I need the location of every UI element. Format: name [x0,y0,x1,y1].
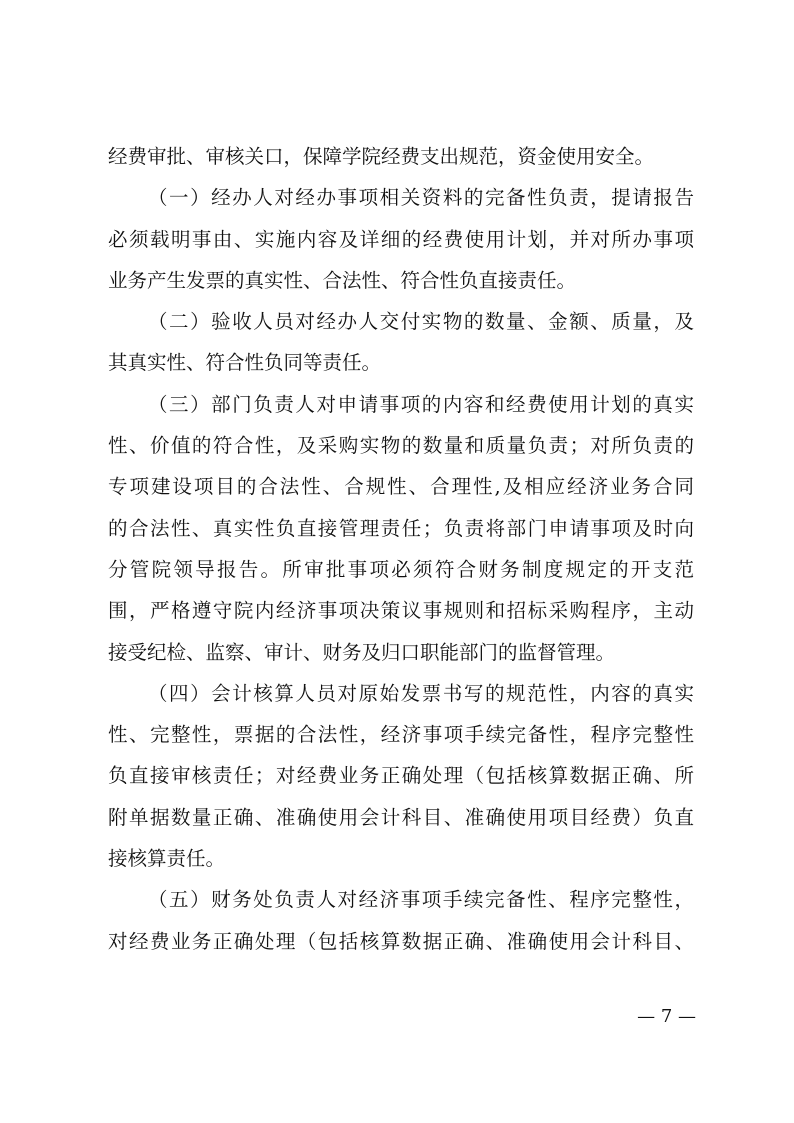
text-line: 附单据数量正确、准确使用会计科目、准确使用项目经费）负直 [108,805,694,829]
page-number: — 7 — [637,1006,696,1027]
text-line: 接受纪检、监察、审计、财务及归口职能部门的监督管理。 [108,640,616,664]
text-line: （一）经办人对经办事项相关资料的完备性负责，提请报告 [148,186,694,210]
text-line: 经费审批、审核关口，保障学院经费支出规范，资金使用安全。 [108,145,655,168]
text-line: （三）部门负责人对申请事项的内容和经费使用计划的真实 [148,392,694,416]
text-line: 性、完整性，票据的合法性，经济事项手续完备性，程序完整性 [108,723,694,747]
text-line: （五）财务处负责人对经济事项手续完备性、程序完整性， [148,888,694,912]
text-line: 其真实性、符合性负同等责任。 [108,351,382,375]
body-text [108,136,694,962]
text-line: 分管院领导报告。所审批事项必须符合财务制度规定的开支范 [108,557,694,581]
text-line: 负直接审核责任；对经费业务正确处理（包括核算数据正确、所 [108,764,694,788]
text-line: 接核算责任。 [108,847,226,871]
text-line: （二）验收人员对经办人交付实物的数量、金额、质量，及 [148,310,694,334]
text-line: 专项建设项目的合法性、合规性、合理性,及相应经济业务合同 [108,475,694,499]
text-line: （四）会计核算人员对原始发票书写的规范性，内容的真实 [148,681,694,705]
text-line: 围，严格遵守院内经济事项决策议事规则和招标采购程序，主动 [108,599,694,623]
text-line: 的合法性、真实性负直接管理责任；负责将部门申请事项及时向 [108,516,694,540]
text-line: 必须载明事由、实施内容及详细的经费使用计划，并对所办事项 [108,227,694,251]
text-line: 对经费业务正确处理（包括核算数据正确、准确使用会计科目、 [108,929,694,953]
text-line: 性、价值的符合性，及采购实物的数量和质量负责；对所负责的 [108,434,694,458]
text-line: 业务产生发票的真实性、合法性、符合性负直接责任。 [108,268,577,292]
